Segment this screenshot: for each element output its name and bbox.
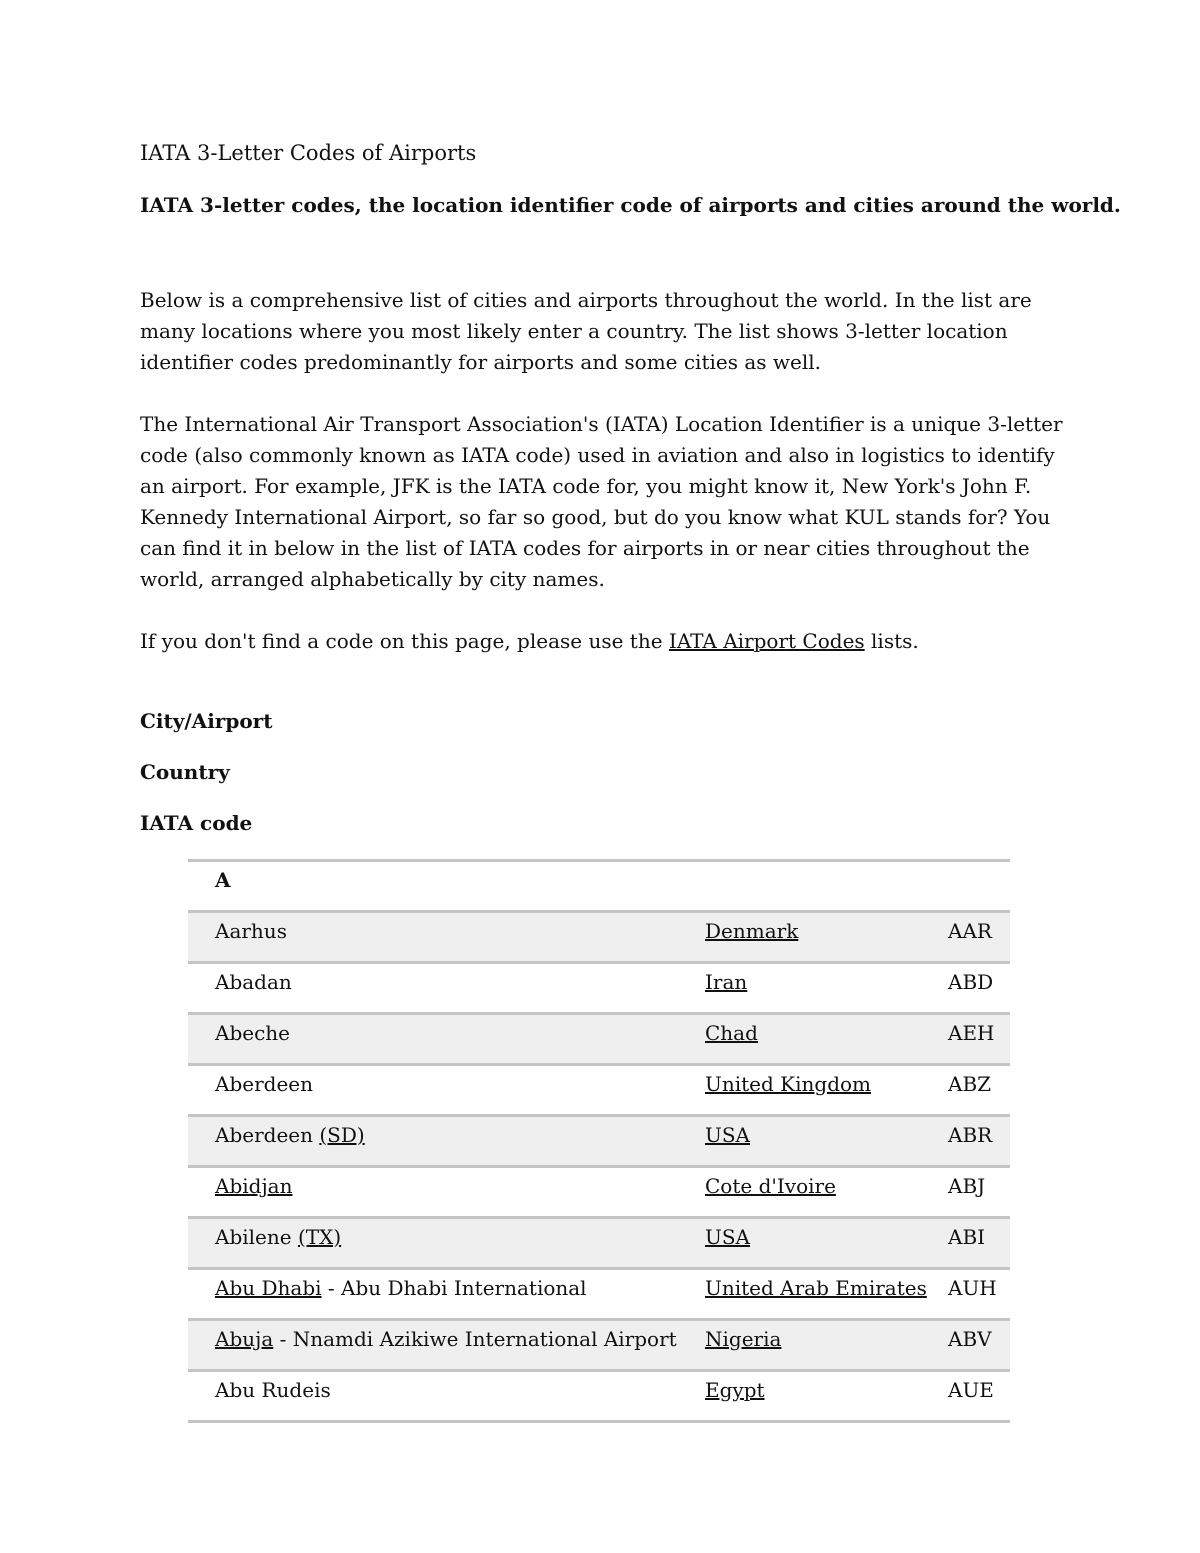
table-row [188, 1066, 1010, 1117]
header-iata-code: IATA code [140, 811, 253, 835]
iata-code: AAR [948, 919, 992, 943]
table-row [188, 1219, 1010, 1270]
table-row [188, 1117, 1010, 1168]
city-cell [215, 1276, 587, 1300]
table-row [188, 913, 1010, 964]
letter-section-row [188, 862, 1010, 913]
city-cell [215, 919, 287, 943]
country-link[interactable]: United Arab Emirates [705, 1276, 927, 1300]
table-row [188, 1015, 1010, 1066]
country-link[interactable]: United Kingdom [705, 1072, 871, 1096]
iata-code: ABD [948, 970, 994, 994]
city-cell [215, 1174, 292, 1198]
country-link[interactable]: USA [705, 1225, 750, 1249]
city-state-link[interactable]: (SD) [319, 1123, 365, 1147]
iata-code: ABJ [948, 1174, 986, 1198]
country-link[interactable]: Cote d'Ivoire [705, 1174, 836, 1198]
city-cell [215, 970, 292, 994]
country-link[interactable]: Egypt [705, 1378, 765, 1402]
city-cell [215, 1021, 290, 1045]
iata-code: ABZ [948, 1072, 992, 1096]
airport-codes-table [188, 859, 1010, 1423]
country-link[interactable]: Denmark [705, 919, 799, 943]
header-country: Country [140, 760, 230, 784]
iata-airport-codes-link[interactable]: IATA Airport Codes [668, 629, 865, 653]
city-link[interactable]: Abu Dhabi [215, 1276, 322, 1300]
city-name: Aberdeen [215, 1123, 320, 1147]
paragraph-text-after: lists. [864, 629, 919, 653]
city-cell [215, 1225, 341, 1249]
city-state-link[interactable]: (TX) [297, 1225, 342, 1249]
city-cell [215, 1327, 677, 1351]
explanation-paragraph: The International Air Transport Association's (IATA) Location Identifier is a unique 3-letter code (also commonly known as IATA code) used in aviation and also in logistics to identify an airport. For example, JFK is the IATA code for, you might know it, New York's John F. Kennedy International Airport, so far so good, but do you know what KUL stands for? You can find it in below in the list of IATA codes for airports in or near cities throughout the world, arranged alphabetically by city names. [140, 412, 1063, 591]
city-name: Abadan [215, 970, 292, 994]
city-name: Aberdeen [215, 1072, 313, 1096]
airport-name: - Abu Dhabi International [321, 1276, 587, 1300]
table-row [188, 964, 1010, 1015]
airport-codes-paragraph [140, 626, 1065, 657]
header-city-airport: City/Airport [140, 709, 273, 733]
document-subtitle: IATA 3-letter codes, the location identifier code of airports and cities around the world. [140, 193, 1121, 217]
section-letter: A [215, 868, 231, 892]
city-link[interactable]: Abidjan [215, 1174, 293, 1198]
city-name: Aarhus [215, 919, 287, 943]
country-link[interactable]: USA [705, 1123, 750, 1147]
city-name: Abeche [215, 1021, 290, 1045]
table-row [188, 1270, 1010, 1321]
iata-code: AUE [948, 1378, 994, 1402]
country-link[interactable]: Iran [705, 970, 748, 994]
airport-name: - Nnamdi Azikiwe International Airport [273, 1327, 677, 1351]
country-link[interactable]: Nigeria [705, 1327, 782, 1351]
city-cell [215, 1072, 313, 1096]
iata-code: AUH [948, 1276, 997, 1300]
city-cell [215, 1123, 365, 1147]
city-name: Abilene [215, 1225, 298, 1249]
table-row [188, 1321, 1010, 1372]
iata-code: ABR [948, 1123, 993, 1147]
iata-code: AEH [948, 1021, 995, 1045]
document-title: IATA 3-Letter Codes of Airports [140, 141, 477, 165]
iata-code: ABI [948, 1225, 986, 1249]
intro-paragraph: Below is a comprehensive list of cities and airports throughout the world. In the list are many locations where you most likely enter a country. The list shows 3-letter location identifier codes predominantly for airports and some cities as well. [140, 288, 1032, 374]
table-row [188, 1372, 1010, 1423]
iata-code: ABV [948, 1327, 992, 1351]
table-row [188, 1168, 1010, 1219]
country-link[interactable]: Chad [705, 1021, 758, 1045]
city-name: Abu Rudeis [215, 1378, 331, 1402]
paragraph-text-before: If you don't find a code on this page, please use the [140, 629, 669, 653]
city-link[interactable]: Abuja [215, 1327, 274, 1351]
city-cell [215, 1378, 331, 1402]
